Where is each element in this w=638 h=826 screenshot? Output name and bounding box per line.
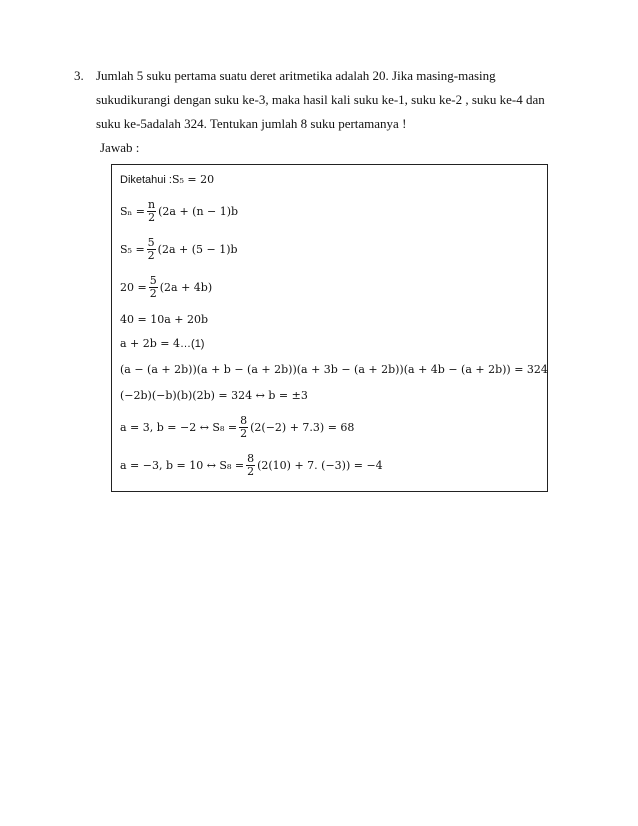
eq20-lhs: 20 =: [120, 281, 147, 294]
answer-line-40: [120, 313, 208, 326]
case1-rhs: (2(−2) + 7.3) = 68: [250, 421, 355, 434]
case1-lhs: a = 3, b = −2 ↔ S₈ =: [120, 421, 238, 434]
formula-fraction: [147, 199, 156, 224]
fraction-numerator: 5: [149, 274, 157, 287]
b-math: (−2b)(−b)(b)(2b) = 324 ↔ b = ±3: [120, 389, 308, 402]
question-line-2: sukudikurangi dengan suku ke-3, maka hasil kali suku ke-1, suku ke-2 , suku ke-4 dan: [96, 92, 545, 107]
case2-fraction: [246, 453, 255, 478]
answer-line-formula: [120, 199, 238, 224]
eq20-rhs: (2a + 4b): [159, 281, 213, 294]
given-label: Diketahui :: [120, 173, 172, 186]
question-line-1: Jumlah 5 suku pertama suatu deret aritmetika adalah 20. Jika masing-masing: [96, 68, 496, 83]
eq1-note: …(1): [180, 337, 205, 350]
fraction-numerator: 8: [247, 452, 255, 465]
s5-lhs: S₅ =: [120, 243, 145, 256]
fraction-numerator: 8: [240, 414, 248, 427]
answer-line-b: [120, 389, 308, 402]
s5-fraction: [147, 237, 156, 262]
case1-fraction: [239, 415, 248, 440]
case2-lhs: a = −3, b = 10 ↔ S₈ =: [120, 459, 245, 472]
product-math: (a − (a + 2b))(a + b − (a + 2b))(a + 3b − (a + 2b))(a + 4b − (a + 2b)) = 324: [120, 363, 548, 376]
given-math: S₅ = 20: [171, 173, 215, 186]
question-number: 3.: [74, 68, 84, 83]
question-block: [74, 64, 576, 136]
answer-label: Jawab :: [100, 140, 140, 155]
eq40-math: 40 = 10a + 20b: [120, 313, 209, 326]
answer-line-eq1: [120, 337, 204, 350]
fraction-denominator: 2: [147, 249, 155, 262]
fraction-denominator: 2: [247, 465, 255, 478]
formula-lhs: Sₙ =: [120, 205, 146, 218]
eq1-math: a + 2b = 4: [120, 337, 181, 350]
eq20-fraction: [149, 275, 158, 300]
answer-line-product: [120, 363, 548, 376]
answer-line-20: [120, 275, 212, 300]
s5-rhs: (2a + (5 − 1)b: [157, 243, 238, 256]
fraction-numerator: 5: [147, 236, 155, 249]
question-line-3: suku ke-5adalah 324. Tentukan jumlah 8 suku pertamanya !: [96, 116, 407, 131]
answer-box: [111, 164, 548, 492]
case2-rhs: (2(10) + 7. (−3)) = −4: [257, 459, 383, 472]
answer-line-given: [120, 173, 214, 186]
answer-line-s5: [120, 237, 238, 262]
answer-line-case2: [120, 453, 383, 478]
answer-line-case1: [120, 415, 354, 440]
fraction-denominator: 2: [148, 211, 156, 224]
fraction-denominator: 2: [149, 287, 157, 300]
formula-rhs: (2a + (n − 1)b: [158, 205, 239, 218]
fraction-numerator: n: [148, 198, 156, 211]
fraction-denominator: 2: [240, 427, 248, 440]
